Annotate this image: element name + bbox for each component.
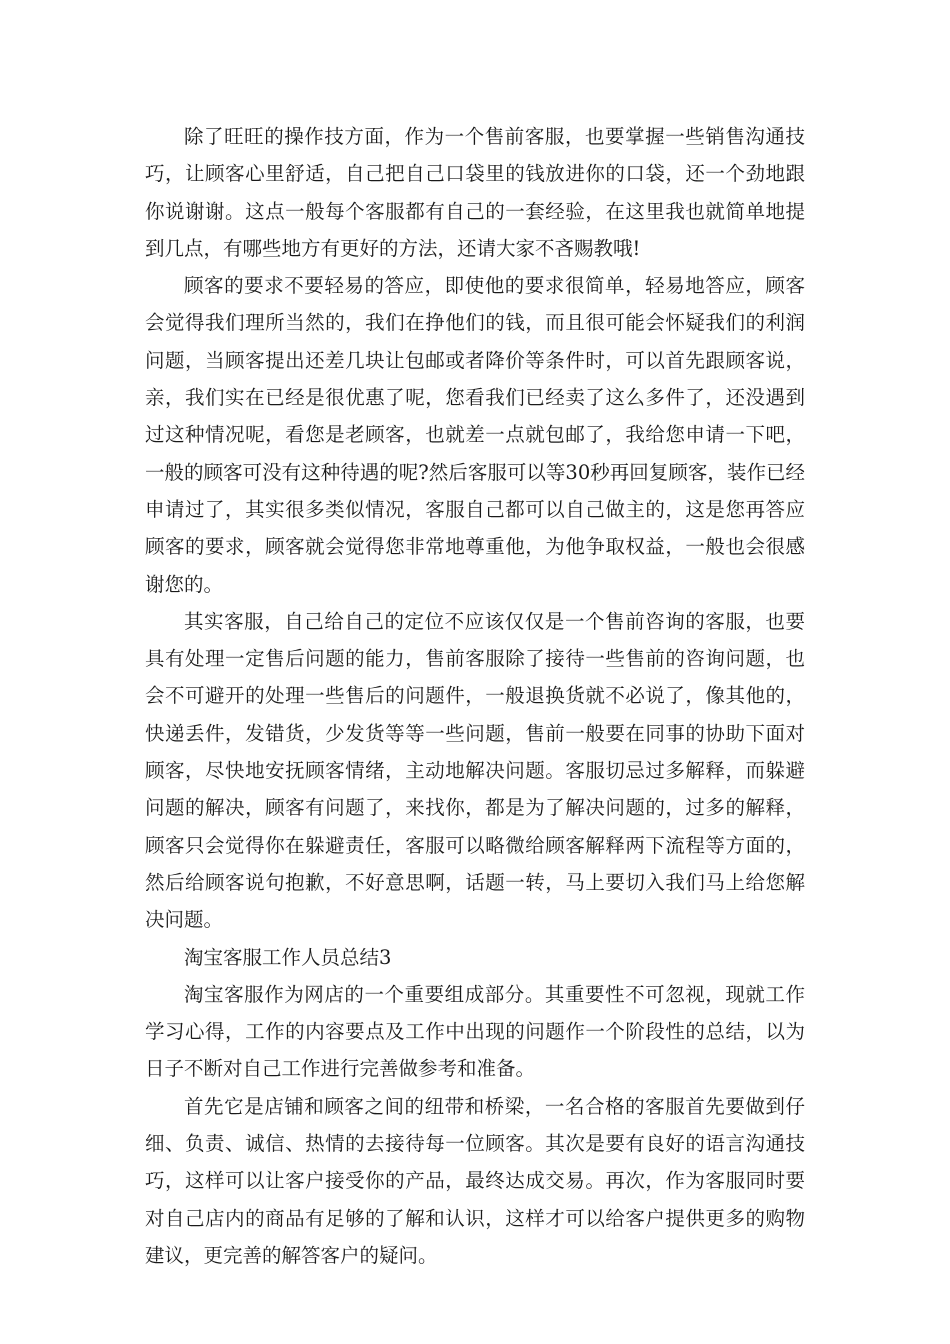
paragraph-bridge-role: 首先它是店铺和顾客之间的纽带和桥梁，一名合格的客服首先要做到仔细、负责、诚信、热情的去接待每一位顾客。其次是要有良好的语言沟通技巧，这样可以让客户接受你的产品，最终达成交易。再次，作为客服同时要对自己店内的商品有足够的了解和认识，这样才可以给客户提供更多的购物建议，更完善的解答客户的疑问。 xyxy=(145,1094,805,1267)
section-heading: 淘宝客服工作人员总结3 xyxy=(184,945,392,969)
paragraph-operation-skills: 除了旺旺的操作技方面，作为一个售前客服，也要掌握一些销售沟通技巧，让顾客心里舒适，自己把自己口袋里的钱放进你的口袋，还一个劲地跟你说谢谢。这点一般每个客服都有自己的一套经验，在这里我也就简单地提到几点，有哪些地方有更好的方法，还请大家不吝赐教哦! xyxy=(145,125,805,260)
paragraph-summary-intro: 淘宝客服作为网店的一个重要组成部分。其重要性不可忽视，现就工作学习心得，工作的内容要点及工作中出现的问题作一个阶段性的总结，以为日子不断对自己工作进行完善做参考和准备。 xyxy=(145,982,805,1081)
paragraph-after-sales: 其实客服，自己给自己的定位不应该仅仅是一个售前咨询的客服，也要具有处理一定售后问题的能力，售前客服除了接待一些售前的咨询问题，也会不可避开的处理一些售后的问题件，一般退换货就不必说了，像其他的，快递丢件，发错货，少发货等等一些问题，售前一般要在同事的协助下面对顾客，尽快地安抚顾客情绪，主动地解决问题。客服切忌过多解释，而躲避问题的解决，顾客有问题了，来找你，都是为了解决问题的，过多的解释，顾客只会觉得你在躲避责任，客服可以略微给顾客解释两下流程等方面的，然后给顾客说句抱歉，不好意思啊，话题一转，马上要切入我们马上给您解决问题。 xyxy=(145,609,805,932)
paragraph-customer-requests: 顾客的要求不要轻易的答应，即使他的要求很简单，轻易地答应，顾客会觉得我们理所当然的，我们在挣他们的钱，而且很可能会怀疑我们的利润问题，当顾客提出还差几块让包邮或者降价等条件时，可以首先跟顾客说，亲，我们实在已经是很优惠了呢，您看我们已经卖了这么多件了，还没遇到过这种情况呢，看您是老顾客，也就差一点就包邮了，我给您申请一下吧，一般的顾客可没有这种待遇的呢?然后客服可以等30秒再回复顾客，装作已经申请过了，其实很多类似情况，客服自己都可以自己做主的，这是您再答应顾客的要求，顾客就会觉得您非常地尊重他，为他争取权益，一般也会很感谢您的。 xyxy=(145,274,805,596)
document-body xyxy=(145,118,805,1274)
